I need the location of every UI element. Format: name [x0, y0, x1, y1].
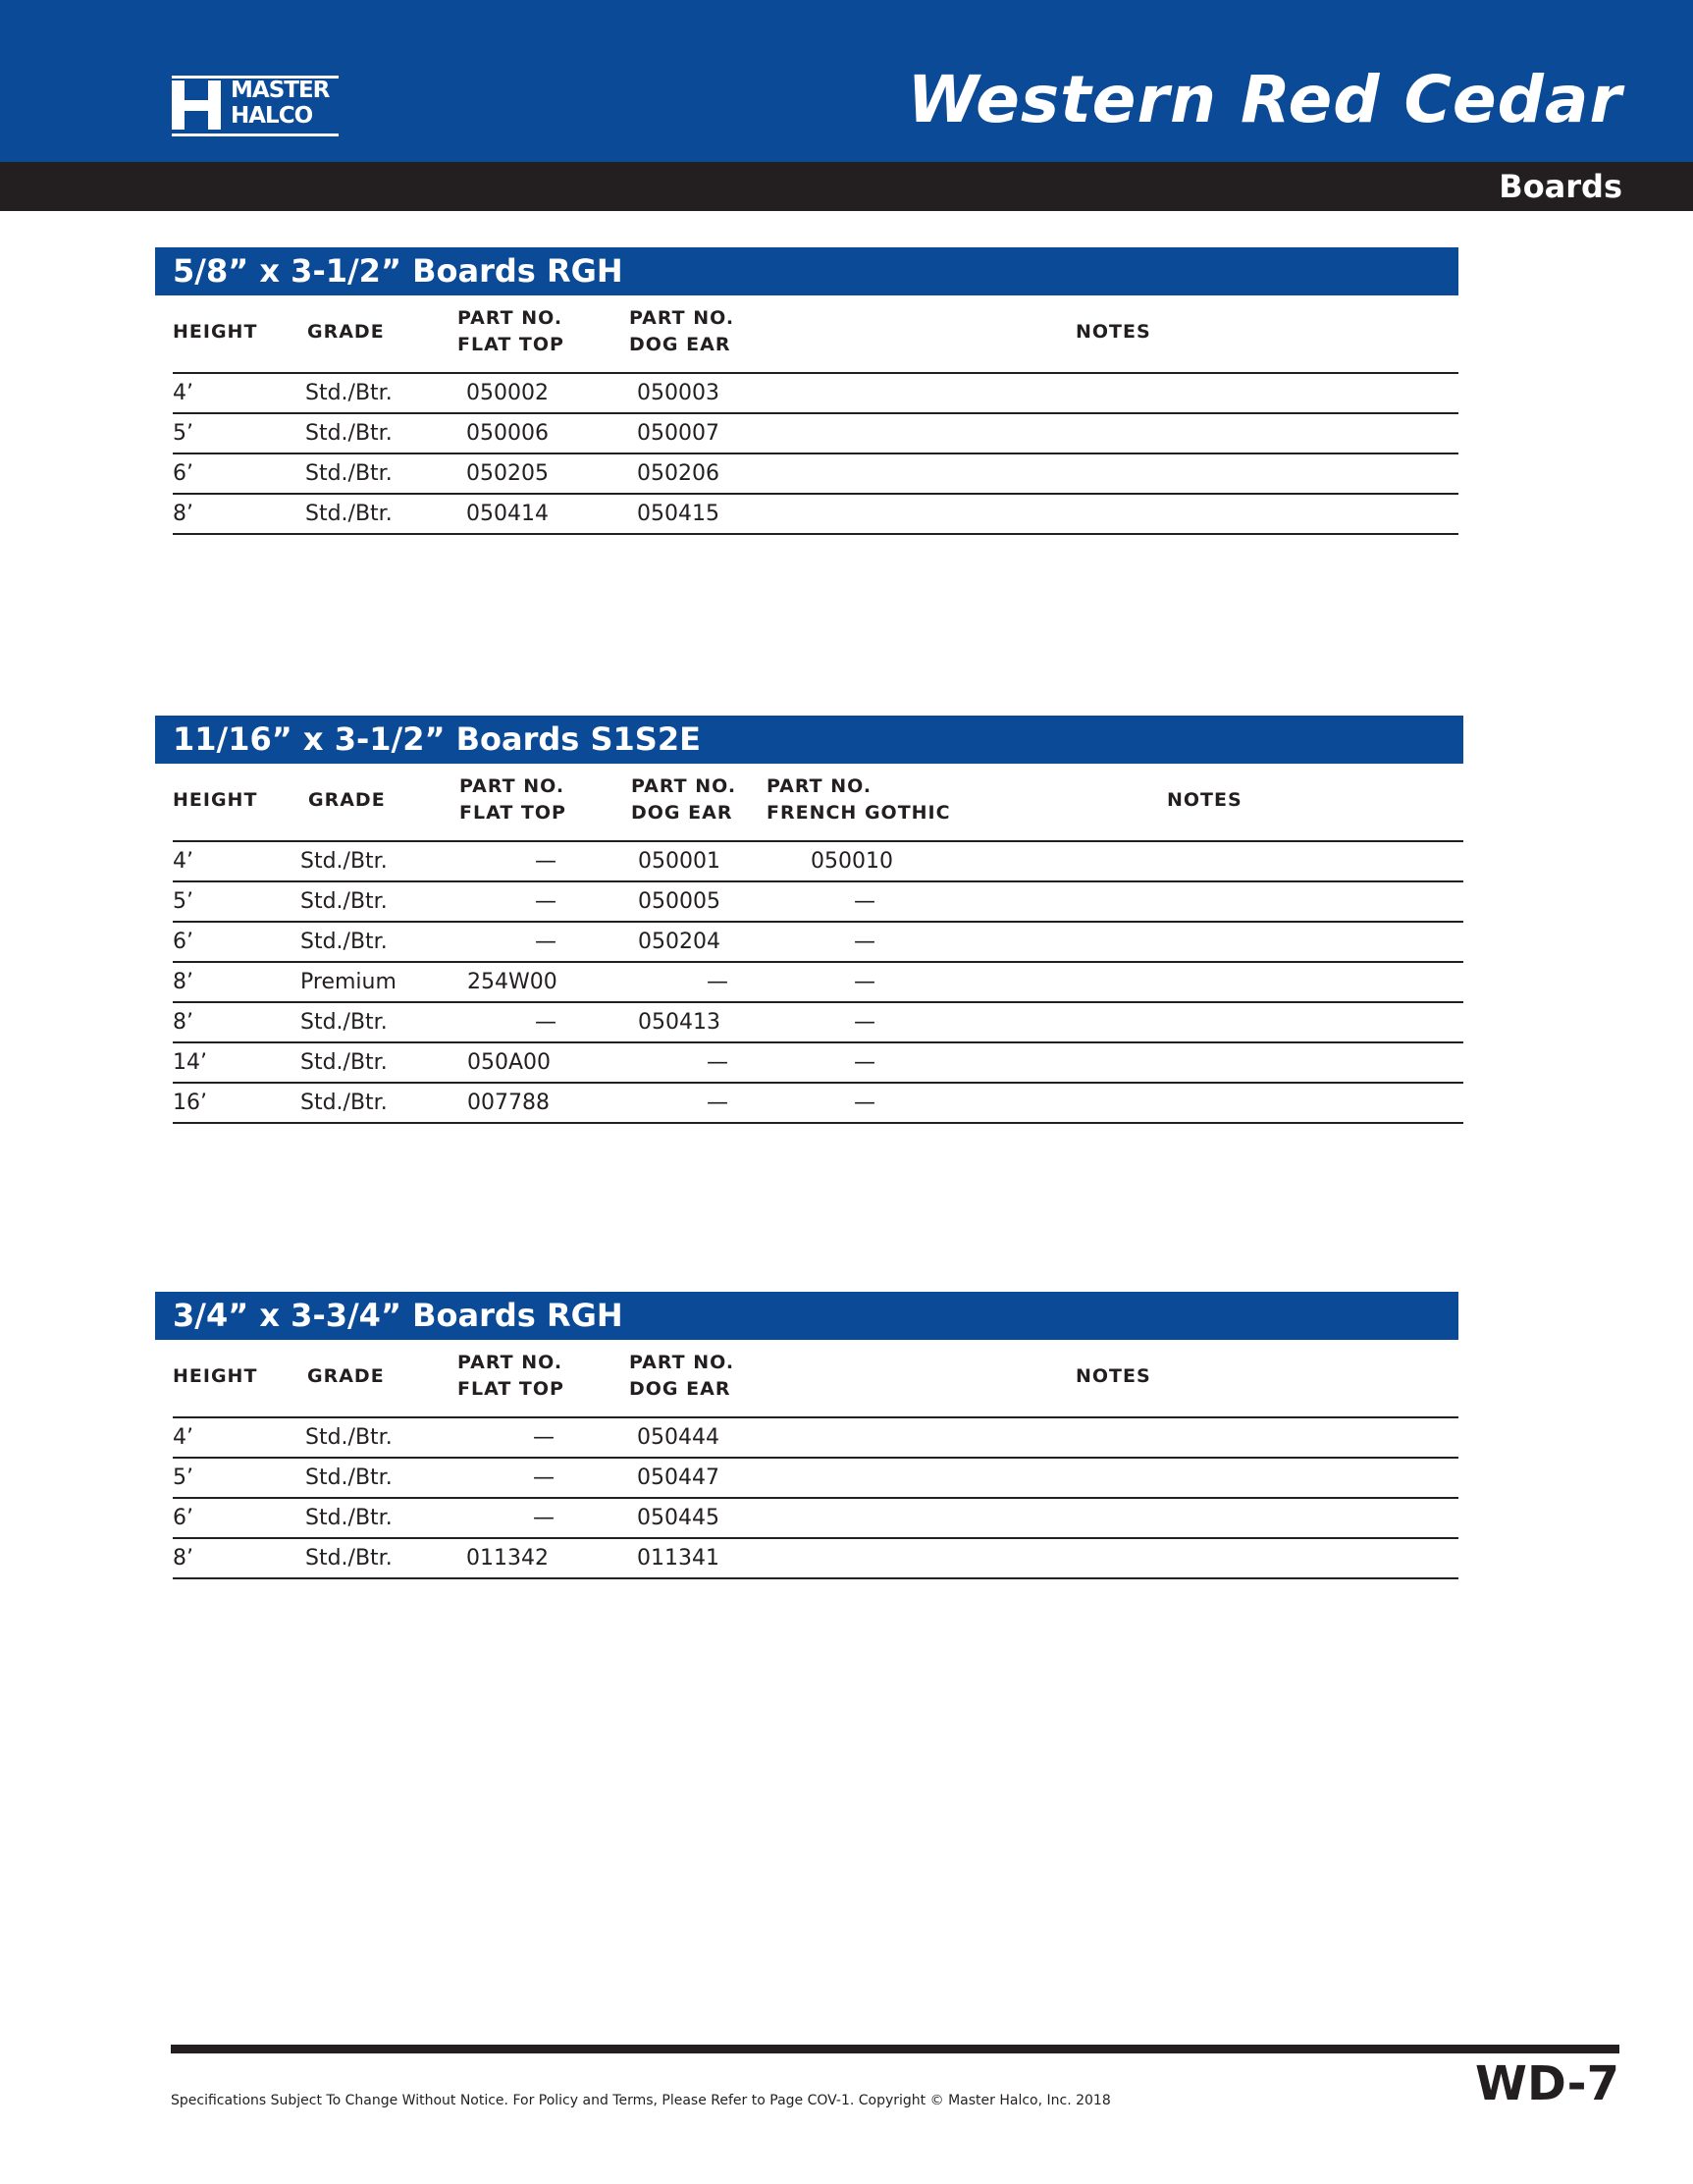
table-cell: 050414: [466, 502, 549, 526]
table-cell: Std./Btr.: [305, 502, 393, 526]
column-header: GRADE: [307, 321, 385, 343]
table-cell: Std./Btr.: [305, 381, 393, 405]
table-row: [173, 374, 1458, 414]
table-cell: —: [854, 889, 875, 914]
table-cell: —: [535, 930, 556, 954]
section-3: [155, 1292, 1458, 1579]
table-cell: 050447: [637, 1465, 719, 1490]
table-cell: —: [854, 1010, 875, 1035]
table-cell: —: [535, 1010, 556, 1035]
table-cell: 050002: [466, 381, 549, 405]
table-cell: Std./Btr.: [305, 421, 393, 446]
table-cell: 8’: [173, 970, 193, 994]
column-header: PART NO. FRENCH GOTHIC: [767, 775, 951, 824]
table-cell: 8’: [173, 1010, 193, 1035]
footer-disclaimer: Specifications Subject To Change Without Notice. For Policy and Terms, Please Refer to Page COV-1. Copyright © Master Halco, Inc. 2018: [171, 2093, 1111, 2108]
table-cell: 8’: [173, 502, 193, 526]
logo-bottom-rule: [172, 133, 339, 136]
column-header: PART NO. DOG EAR: [629, 1352, 735, 1400]
table-cell: 050413: [638, 1010, 720, 1035]
table-cell: —: [854, 930, 875, 954]
table-cell: —: [707, 970, 728, 994]
table-cell: 011341: [637, 1546, 719, 1571]
table-cell: Std./Btr.: [300, 889, 388, 914]
master-halco-logo: [172, 76, 339, 136]
table-cell: 6’: [173, 930, 193, 954]
column-header: PART NO. DOG EAR: [629, 307, 735, 355]
column-header: PART NO. FLAT TOP: [457, 307, 564, 355]
table-cell: —: [707, 1050, 728, 1075]
table-cell: 050001: [638, 849, 720, 874]
section-title-bar: [155, 1292, 1458, 1340]
logo-h-icon: [172, 80, 221, 130]
table-cell: 5’: [173, 889, 193, 914]
column-header: PART NO. FLAT TOP: [457, 1352, 564, 1400]
page-title: Western Red Cedar: [907, 62, 1622, 137]
table-row: [173, 963, 1463, 1003]
table-row: [173, 1043, 1463, 1084]
table-cell: 050007: [637, 421, 719, 446]
table-cell: 050206: [637, 461, 719, 486]
table-row: [173, 1459, 1458, 1499]
table-cell: Std./Btr.: [305, 1465, 393, 1490]
table-row: [173, 882, 1463, 923]
table-cell: Premium: [300, 970, 397, 994]
parts-table: [173, 764, 1463, 1124]
table-cell: 4’: [173, 849, 193, 874]
table-cell: —: [854, 1050, 875, 1075]
table-cell: —: [854, 970, 875, 994]
table-cell: —: [533, 1465, 555, 1490]
table-cell: 050A00: [467, 1050, 552, 1075]
page-number: WD-7: [1475, 2056, 1619, 2111]
page-subtitle: Boards: [1499, 168, 1622, 205]
table-cell: —: [535, 889, 556, 914]
table-cell: 050006: [466, 421, 549, 446]
section-title: 11/16” x 3-1/2” Boards S1S2E: [173, 720, 701, 758]
column-header: GRADE: [307, 1365, 385, 1387]
table-row: [173, 1418, 1458, 1459]
table-row: [173, 1003, 1463, 1043]
table-row: [173, 1084, 1463, 1124]
table-cell: —: [854, 1091, 875, 1115]
section-title: 5/8” x 3-1/2” Boards RGH: [173, 252, 623, 290]
table-row: [173, 1499, 1458, 1539]
table-row: [173, 923, 1463, 963]
table-cell: 050205: [466, 461, 549, 486]
subheader-band: [0, 162, 1693, 211]
table-cell: —: [533, 1425, 555, 1450]
table-row: [173, 1539, 1458, 1579]
column-header: NOTES: [1167, 789, 1243, 811]
table-cell: 6’: [173, 461, 193, 486]
table-cell: Std./Btr.: [300, 1050, 388, 1075]
section-title-bar: [155, 247, 1458, 295]
table-cell: 050010: [811, 849, 893, 874]
table-cell: 011342: [466, 1546, 549, 1571]
table-header: [173, 764, 1463, 842]
footer-rule: [171, 2045, 1619, 2053]
section-title-bar: [155, 716, 1463, 764]
column-header: PART NO. FLAT TOP: [459, 775, 566, 824]
column-header: NOTES: [1076, 321, 1151, 343]
table-cell: 050204: [638, 930, 720, 954]
table-header: [173, 295, 1458, 374]
table-cell: —: [707, 1091, 728, 1115]
table-cell: 14’: [173, 1050, 207, 1075]
logo-text: [231, 78, 329, 129]
table-row: [173, 495, 1458, 535]
table-cell: 050444: [637, 1425, 719, 1450]
table-cell: 4’: [173, 381, 193, 405]
table-cell: 16’: [173, 1091, 207, 1115]
table-cell: 6’: [173, 1506, 193, 1530]
table-cell: 4’: [173, 1425, 193, 1450]
column-header: PART NO. DOG EAR: [631, 775, 737, 824]
table-row: [173, 842, 1463, 882]
table-cell: Std./Btr.: [300, 1010, 388, 1035]
table-cell: —: [533, 1506, 555, 1530]
table-cell: Std./Btr.: [305, 1546, 393, 1571]
section-title: 3/4” x 3-3/4” Boards RGH: [173, 1297, 623, 1334]
table-row: [173, 454, 1458, 495]
table-cell: Std./Btr.: [300, 849, 388, 874]
logo-line2: HALCO: [231, 103, 313, 129]
table-cell: 8’: [173, 1546, 193, 1571]
section-1: [155, 247, 1458, 535]
parts-table: [173, 295, 1458, 535]
section-2: [155, 716, 1463, 1124]
table-cell: Std./Btr.: [300, 930, 388, 954]
table-cell: 5’: [173, 421, 193, 446]
parts-table: [173, 1340, 1458, 1579]
table-cell: 5’: [173, 1465, 193, 1490]
table-cell: 007788: [467, 1091, 550, 1115]
table-cell: Std./Btr.: [300, 1091, 388, 1115]
column-header: GRADE: [308, 789, 386, 811]
column-header: NOTES: [1076, 1365, 1151, 1387]
table-cell: Std./Btr.: [305, 461, 393, 486]
logo-line1: MASTER: [231, 78, 330, 103]
column-header: HEIGHT: [173, 321, 258, 343]
table-header: [173, 1340, 1458, 1418]
table-cell: Std./Btr.: [305, 1425, 393, 1450]
table-cell: 050003: [637, 381, 719, 405]
table-cell: 050445: [637, 1506, 719, 1530]
table-cell: Std./Btr.: [305, 1506, 393, 1530]
table-cell: 050415: [637, 502, 719, 526]
table-row: [173, 414, 1458, 454]
column-header: HEIGHT: [173, 789, 258, 811]
table-cell: 254W00: [467, 970, 557, 994]
table-cell: —: [535, 849, 556, 874]
table-cell: 050005: [638, 889, 720, 914]
column-header: HEIGHT: [173, 1365, 258, 1387]
